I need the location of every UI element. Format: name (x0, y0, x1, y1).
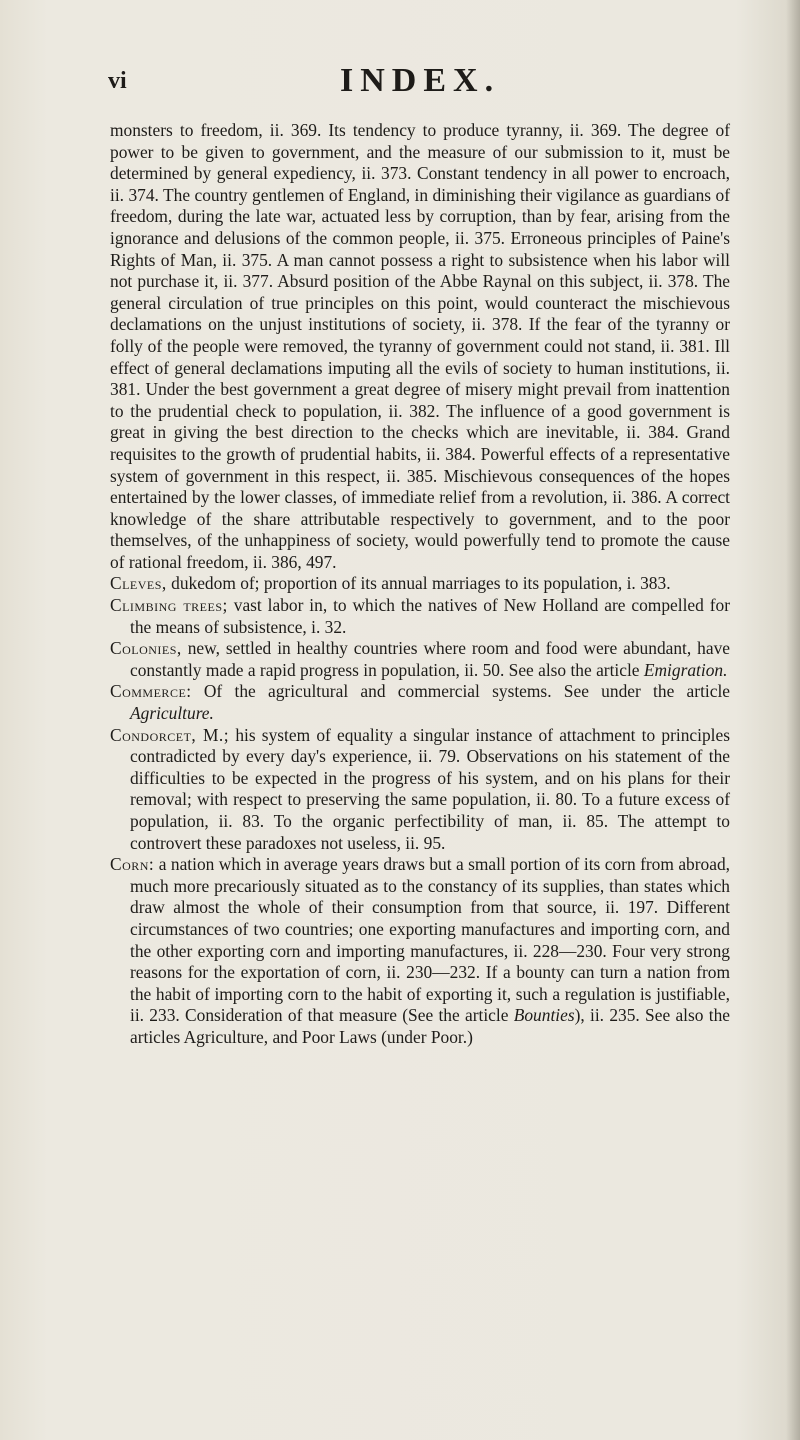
index-entry-continuation (110, 120, 730, 573)
index-entry-colonies (110, 638, 730, 681)
entry-heading: Commerce: (110, 681, 192, 702)
entry-text: a nation which in average years draws but a small portion of its corn from abroad, much more precariously situated as to the constancy of its supplies, than states which draw almost the whole of their consumption from that source, ii. 197. Different circumstances of two countries; one exporting manufactures and importing corn, and the other exporting corn and importing manufactures, ii. 228—230. Four very strong reasons for the exportation of corn, ii. 230—232. If a bounty can turn a nation from the habit of importing corn to the habit of exporting it, such a regulation is justifiable, ii. 233. Consideration of that measure (See the article (130, 854, 730, 1026)
entry-heading: Climbing trees; (110, 595, 228, 616)
page-number: vi (108, 68, 127, 94)
cross-reference: Agriculture. (130, 703, 214, 724)
entry-tail: ), ii. 235. See also the articles Agriculture, and Poor Laws (under Poor.) (130, 1005, 730, 1047)
index-entry-commerce (110, 681, 730, 724)
index-body (110, 120, 730, 1049)
entry-text: new, settled in healthy countries where room and food were abundant, have constantly made a rapid progress in population, ii. 50. See also the article (130, 638, 730, 680)
entry-text: monsters to freedom, ii. 369. Its tendency to produce tyranny, ii. 369. The degree of power to be given to government, and the measure of our submission to it, must be determined by general expediency, ii. 373. Constant tendency in all power to encroach, ii. 374. The country gentlemen of England, in diminishing their vigilance as guardians of freedom, during the late war, actuated less by corruption, than by fear, arising from the ignorance and delusions of the common people, ii. 375. Erroneous principles of Paine's Rights of Man, ii. 375. A man cannot possess a right to subsistence when his labor will not purchase it, ii. 377. Absurd position of the Abbe Raynal on this subject, ii. 378. The general circulation of true principles on this point, would counteract the mischievous declamations on the unjust institutions of society, ii. 378. If the fear of the tyranny or folly of the people were removed, the tyranny of government could not stand, ii. 381. Ill effect of general declamations imputing all the evils of society to human institutions, ii. 381. Under the best government a great degree of misery might prevail from inattention to the prudential check to population, ii. 382. The influence of a good government is great in giving the best direction to the checks which are inevitable, ii. 384. Grand requisites to the growth of prudential habits, ii. 384. Powerful effects of a representative system of government in this respect, ii. 385. Mischievous consequences of the hopes entertained by the lower classes, of immediate relief from a revolution, ii. 386. A correct knowledge of the share attributable respectively to government, and to the poor themselves, of the unhappiness of society, would powerfully tend to promote the cause of rational freedom, ii. 386, 497. (110, 120, 730, 572)
index-entry-climbing-trees (110, 595, 730, 638)
cross-reference: Emigration. (643, 659, 728, 680)
page-header (108, 62, 728, 102)
entry-heading: Colonies, (110, 638, 182, 659)
running-title: INDEX. (340, 62, 501, 99)
entry-text: his system of equality a singular instance of attachment to principles contradicted by every day's experience, ii. 79. Observations on his statement of the difficulties to be expected in the progress of his system, and on his plans for their removal; with respect to preserving the same population, ii. 80. To a future excess of population, ii. 83. To the organic perfectibility of man, ii. 85. The attempt to controvert these paradoxes not useless, ii. 95. (130, 724, 730, 853)
index-entry-corn (110, 854, 730, 1048)
page-edge-shadow (786, 0, 800, 1440)
entry-heading: Cleves, (110, 573, 167, 594)
entry-text: dukedom of; proportion of its annual marriages to its population, i. 383. (166, 573, 671, 594)
cross-reference: Bounties (513, 1005, 575, 1026)
entry-heading: Corn: (110, 854, 155, 875)
entry-heading: Condorcet, M.; (110, 724, 230, 745)
index-entry-condorcet (110, 725, 730, 855)
entry-text: Of the agricultural and commercial systems. See under the article (191, 681, 730, 702)
entry-text: vast labor in, to which the natives of New Holland are compelled for the means of subsistence, i. 32. (130, 595, 731, 637)
index-entry-cleves (110, 573, 730, 595)
